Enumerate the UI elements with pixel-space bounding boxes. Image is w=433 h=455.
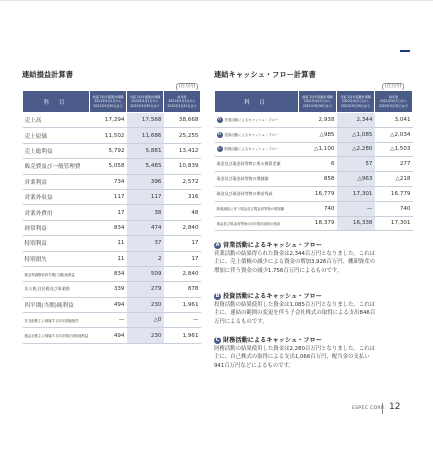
income-header-prior-year: 前年度 2021年4月1日から 2022年3月31日まで (164, 91, 201, 113)
table-row (215, 127, 413, 142)
row-value: 834 (90, 266, 127, 281)
corner-accent-mark (400, 50, 410, 52)
row-label-text: 営業活動によるキャッシュ・フロー (224, 117, 279, 122)
row-value: 277 (375, 157, 413, 172)
income-header-item: 科 目 (23, 91, 90, 113)
row-value: 2 (127, 251, 164, 266)
row-label-text: 現金及び現金同等物の四半期末(期末)残高 (216, 221, 281, 226)
note-line: 投資活動の結果使用した資金は1,085百万円となりました。これは (214, 302, 375, 308)
row-value: △963 (337, 172, 375, 187)
row-value: △1,503 (375, 142, 413, 157)
row-value: — (337, 201, 375, 216)
note-line: 増加に伴う資金の減少1,756百万円によるものです。 (214, 267, 343, 274)
row-label (23, 189, 90, 204)
row-label-text: 特別損失 (24, 256, 47, 263)
row-label-text: 非支配株主に帰属する四半期純損失 (24, 318, 79, 323)
row-value: 2,344 (337, 113, 375, 128)
table-row (215, 201, 413, 216)
row-label (23, 220, 90, 235)
row-value: 2,840 (164, 220, 201, 235)
table-row (215, 172, 413, 187)
table-row (215, 113, 413, 128)
row-value: △0 (127, 313, 164, 328)
row-value: 740 (375, 201, 413, 216)
row-value: 17 (164, 251, 201, 266)
note-line: 万円によるものです。 (214, 318, 268, 325)
marker-icon: B (218, 131, 221, 137)
row-value: 11 (90, 236, 127, 251)
row-label-text: 営業外収益 (24, 195, 53, 202)
row-label (215, 113, 299, 128)
row-value: 117 (90, 189, 127, 204)
marker-icon: C (217, 146, 221, 152)
table-row (23, 328, 201, 343)
row-value: 57 (337, 157, 375, 172)
row-value: △2,034 (375, 127, 413, 142)
row-label (23, 159, 90, 174)
row-label (23, 266, 90, 281)
row-value: 13,412 (164, 143, 201, 158)
row-value: △1,085 (337, 127, 375, 142)
marker-icon: A (215, 241, 220, 248)
table-row (23, 297, 201, 312)
row-label-text: 投資活動によるキャッシュ・フロー (224, 132, 279, 137)
row-value: 11 (90, 251, 127, 266)
row-label (215, 201, 299, 216)
row-value: △985 (299, 127, 337, 142)
row-value: 734 (90, 174, 127, 189)
row-value: 509 (127, 266, 164, 281)
note-line: 主に、自己株式の取得による支出1,066百万円、配当金の支払い (214, 354, 370, 361)
note-title: 営業活動によるキャッシュ・フロー (223, 242, 322, 249)
table-row (215, 142, 413, 157)
row-label (23, 205, 90, 220)
row-value: 17 (90, 205, 127, 220)
row-value: 5,792 (90, 143, 127, 158)
row-value: 17,568 (127, 113, 164, 128)
row-value: 339 (90, 282, 127, 297)
row-value: 48 (164, 205, 201, 220)
cashflow-header-prev-period: 前第 2四半期累計期間 2021年4月1日から 2021年9月30日まで (299, 91, 337, 113)
page-number: 12 (389, 402, 401, 412)
row-value: 396 (127, 174, 164, 189)
row-value: 2,840 (164, 266, 201, 281)
row-label-text: 経常利益 (24, 225, 47, 232)
row-value: 3,041 (375, 113, 413, 128)
note-line: 主に、連結の範囲の変更を伴う子会社株式の取得による支出846百 (214, 310, 376, 317)
table-row (23, 159, 201, 174)
row-label-text: 税金等調整前四半期(当期)純利益 (24, 272, 75, 277)
table-row (23, 251, 201, 266)
row-label-text: 営業外費用 (24, 210, 53, 217)
table-row (215, 216, 413, 231)
cashflow-statement-table (214, 90, 413, 231)
table-row (23, 113, 201, 128)
note-line: 財務活動の結果使用した資金は2,280百万円となりました。これは (214, 346, 375, 352)
row-label-text: 販売費及び一般管理費 (24, 164, 81, 171)
income-header-prev-period: 前第 2四半期累計期間 2021年4月1日から 2021年9月30日まで (90, 91, 127, 113)
row-label-text: 財務活動によるキャッシュ・フロー (224, 147, 279, 152)
row-value: 230 (127, 297, 164, 312)
table-row (215, 186, 413, 201)
row-label-text: 法人税,住民税及び事業税 (24, 286, 70, 292)
row-value: 494 (90, 297, 127, 312)
marker-icon: C (215, 336, 220, 343)
row-label (215, 216, 299, 231)
row-value: 17 (164, 236, 201, 251)
footer-separator (382, 403, 383, 414)
note-line: 主に、売上債権の減少による資金の増加3,926百万円、棚卸資産の (214, 259, 375, 266)
income-header-current-period: 当第 2四半期累計期間 2022年4月1日から 2022年9月30日まで (127, 91, 164, 113)
row-label-text: 特別利益 (24, 241, 47, 248)
cashflow-header-item: 科 目 (215, 91, 299, 113)
table-row (23, 174, 201, 189)
cashflow-header-prior-year: 前年度 2021年4月1日から 2022年3月31日まで (375, 91, 413, 113)
top-rule (0, 0, 433, 1)
table-row (23, 313, 201, 328)
row-label (215, 157, 299, 172)
cashflow-header-current-period: 当第 2四半期累計期間 2022年4月1日から 2022年9月30日まで (337, 91, 375, 113)
row-label-text: 四半期(当期)純利益 (24, 302, 74, 309)
row-label (23, 251, 90, 266)
row-value: 117 (127, 189, 164, 204)
row-label-text: 親会社株主に帰属する四半期(当期)純利益 (24, 334, 89, 339)
note-title: 投資活動によるキャッシュ・フロー (223, 293, 322, 300)
row-value: 38,668 (164, 113, 201, 128)
table-row (23, 236, 201, 251)
marker-icon: A (218, 116, 221, 122)
row-value: 5,485 (127, 159, 164, 174)
row-label (215, 127, 299, 142)
row-value: 878 (164, 282, 201, 297)
row-value: 2,572 (164, 174, 201, 189)
row-label-text: 売上高 (24, 118, 42, 125)
row-value: 17,294 (90, 113, 127, 128)
cashflow-statement-title: 連結キャッシュ・フロー計算書 (214, 70, 316, 79)
row-label (23, 113, 90, 128)
note-line: 営業活動の結果得られた資金は2,344百万円となりました。これは (214, 251, 375, 257)
row-value: 1,961 (164, 328, 201, 343)
row-value: 740 (299, 201, 337, 216)
table-row (23, 205, 201, 220)
row-label-text: 新規連結に伴う現金及び現金同等物の増加額 (216, 207, 285, 212)
row-value: 474 (127, 220, 164, 235)
row-label-text: 売上原価 (24, 133, 47, 140)
cashflow-unit-badge: (百万円) (382, 83, 404, 91)
row-value: 16,779 (299, 186, 337, 201)
row-value: 316 (164, 189, 201, 204)
row-label (215, 142, 299, 157)
row-label (23, 282, 90, 297)
row-label (23, 174, 90, 189)
row-label (23, 313, 90, 328)
table-row (23, 189, 201, 204)
row-label-text: 現金及び現金同等物の期首残高 (216, 190, 273, 196)
row-value: 1,961 (164, 297, 201, 312)
row-value: 17,301 (337, 186, 375, 201)
row-value: 5,881 (127, 143, 164, 158)
row-label-text: 営業利益 (24, 179, 47, 186)
row-value: 16,779 (375, 186, 413, 201)
row-value: 10,839 (164, 159, 201, 174)
row-value: △218 (375, 172, 413, 187)
row-label (23, 236, 90, 251)
table-row (215, 157, 413, 172)
table-row (23, 220, 201, 235)
row-label-text: 売上総利益 (24, 148, 53, 155)
table-row (23, 266, 201, 281)
row-value: 834 (90, 220, 127, 235)
row-label (23, 328, 90, 343)
row-value: 11,686 (127, 128, 164, 143)
row-value: 17,301 (375, 216, 413, 231)
row-value: 38 (127, 205, 164, 220)
note-heading (214, 291, 322, 300)
row-value: 11,502 (90, 128, 127, 143)
note-title: 財務活動によるキャッシュ・フロー (223, 337, 322, 344)
income-statement-table (22, 90, 201, 344)
row-value: 858 (299, 172, 337, 187)
note-heading (214, 240, 322, 249)
income-statement-title: 連結損益計算書 (22, 70, 74, 79)
row-value: — (90, 313, 127, 328)
table-row (23, 143, 201, 158)
row-label (23, 143, 90, 158)
row-value: 18,379 (299, 216, 337, 231)
row-value: 279 (127, 282, 164, 297)
table-row (23, 282, 201, 297)
table-row (23, 128, 201, 143)
row-value: 5,058 (90, 159, 127, 174)
row-value: 494 (90, 328, 127, 343)
row-value: 16,338 (337, 216, 375, 231)
row-label (23, 297, 90, 312)
row-value: 37 (127, 236, 164, 251)
row-value: — (164, 313, 201, 328)
row-value: 2,938 (299, 113, 337, 128)
note-body (214, 250, 414, 275)
row-label (215, 186, 299, 201)
row-value: △1,100 (299, 142, 337, 157)
row-value: 230 (127, 328, 164, 343)
row-value: 6 (299, 157, 337, 172)
company-brand: ESPEC CORP. (352, 406, 385, 411)
note-heading (214, 335, 322, 344)
note-body (214, 345, 414, 370)
row-label-text: 現金及び現金同等物の増減額 (216, 176, 269, 182)
row-label (23, 128, 90, 143)
note-body (214, 301, 414, 326)
row-value: △2,280 (337, 142, 375, 157)
marker-icon: B (215, 292, 220, 299)
row-label-text: 現金及び現金同等物に係る換算差額 (216, 161, 281, 167)
note-line: 941百万円などによるものです。 (214, 362, 294, 369)
row-label (215, 172, 299, 187)
income-unit-badge: (百万円) (176, 83, 198, 91)
row-value: 25,255 (164, 128, 201, 143)
